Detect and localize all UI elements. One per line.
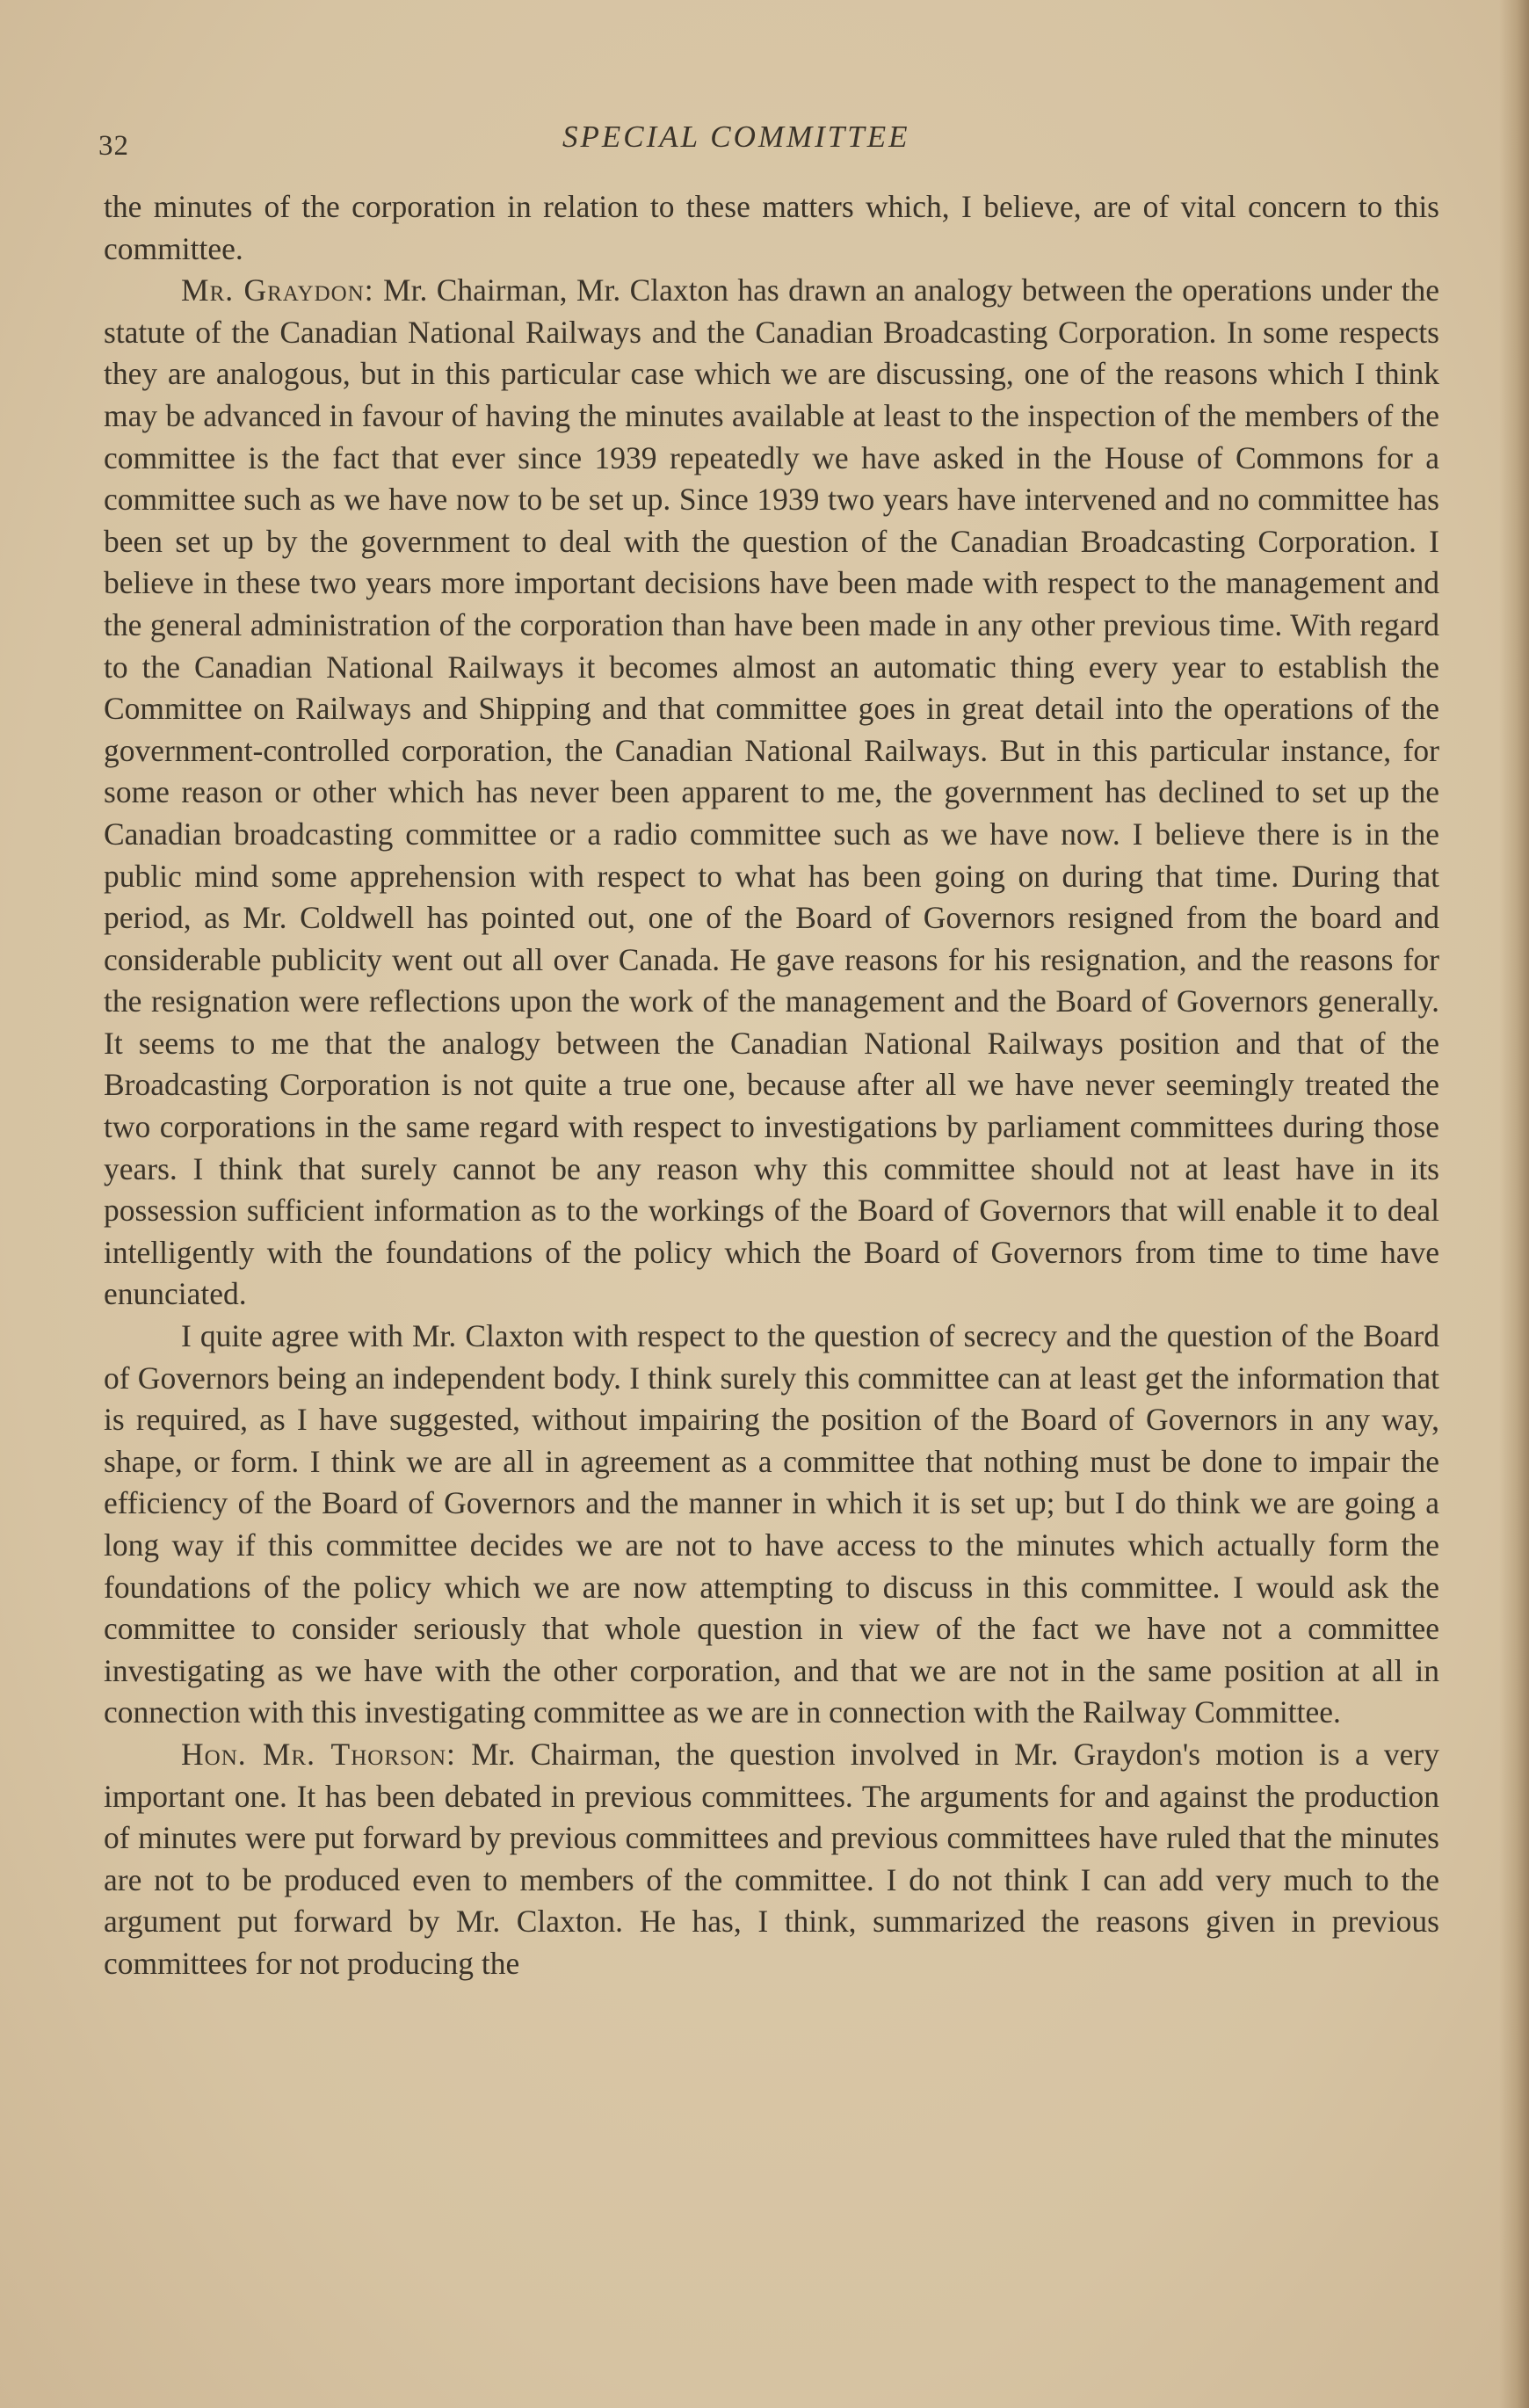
paragraph-continuation [104,186,1439,270]
paragraph-text: Mr. Chairman, Mr. Claxton has drawn an analogy between the operations under the statute of the Canadian National Railways and the Canadian Broadcasting Corporation. In some respects they are analogous, but in this particular case which we are discussing, one of the reasons which I think may be advanced in favour of having the minutes available at least to the inspection of the members of the committee is the fact that ever since 1939 repeatedly we have asked in the House of Commons for a committee such as we have now to be set up. Since 1939 two years have intervened and no committee has been set up by the government to deal with the question of the Canadian Broadcasting Corporation. I believe in these two years more important decisions have been made with respect to the management and the general administration of the corporation than have been made in any other previous time. With regard to the Canadian National Railways it becomes almost an automatic thing every year to establish the Committee on Railways and Shipping and that committee goes in great detail into the operations of the government-controlled corporation, the Canadian National Railways. But in this particular instance, for some reason or other which has never been apparent to me, the government has declined to set up the Canadian broadcasting committee or a radio committee such as we have now. I believe there is in the public mind some apprehension with respect to what has been going on during that time. During that period, as Mr. Coldwell has pointed out, one of the Board of Governors resigned from the board and considerable publicity went out all over Canada. He gave reasons for his resignation, and the reasons for the resignation were reflections upon the work of the management and the Board of Governors generally. It seems to me that the analogy between the Canadian National Railways position and that of the Broadcasting Corporation is not quite a true one, because after all we have never seemingly treated the two corporations in the same regard with respect to investigations by parliament committees during those years. I think that surely cannot be any reason why this committee should not at least have in its possession sufficient information as to the workings of the Board of Governors that will enable it to deal intelligently with the foundations of the policy which the Board of Governors from time to time have enunciated. [104,272,1439,1312]
body-text [104,186,1439,1985]
speaker-name: Hon. Mr. Thorson: [181,1736,456,1772]
running-head: SPECIAL COMMITTEE [562,120,910,154]
page-number: 32 [98,130,129,162]
paragraph-thorson [104,1734,1439,1985]
paragraph-text: I quite agree with Mr. Claxton with respect to the question of secrecy and the question of the Board of Governors being an independent body. I think surely this committee can at least get the information that is required, as I have suggested, without impairing the position of the Board of Governors in any way, shape, or form. I think we are all in agreement as a committee that nothing must be done to impair the efficiency of the Board of Governors and the manner in which it is set up; but I do think we are going a long way if this committee decides we are not to have access to the minutes which actually form the foundations of the policy which we are now attempting to discuss in this committee. I would ask the committee to consider seriously that whole question in view of the fact we have not a committee investigating as we have with the other corporation, and that we are not in the same position at all in connection with this investigating committee as we are in connection with the Railway Committee. [104,1318,1439,1730]
page-edge-shadow [1499,0,1529,2408]
paragraph-text: Mr. Chairman, the question involved in Mr. Graydon's motion is a very important one. It has been debated in previous committees. The arguments for and against the production of minutes were put forward by previous committees and previous committees have ruled that the minutes are not to be produced even to members of the committee. I do not think I can add very much to the argument put forward by Mr. Claxton. He has, I think, summarized the reasons given in previous committees for not producing the [104,1736,1440,1981]
paragraph-graydon [104,270,1439,1316]
paragraph-graydon-continued [104,1316,1439,1734]
speaker-name: Mr. Graydon: [181,272,374,308]
paragraph-text: the minutes of the corporation in relation to these matters which, I believe, are of vital concern to this committee. [104,189,1439,266]
